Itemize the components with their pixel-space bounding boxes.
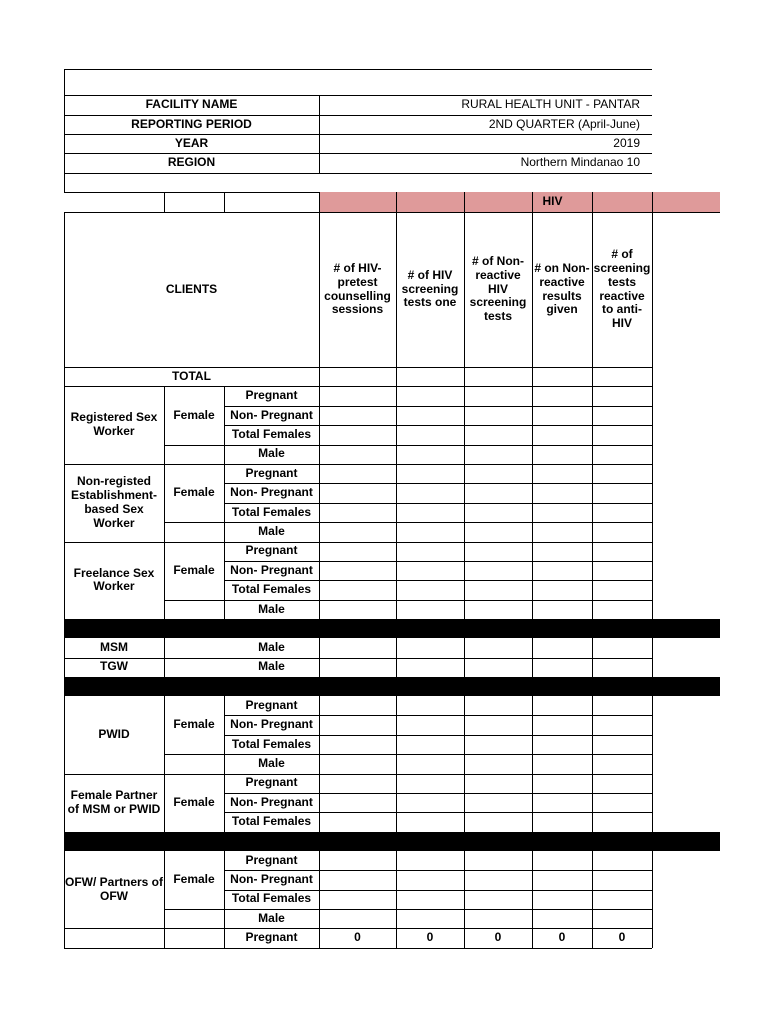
grid-line [164,754,224,755]
total-label: TOTAL [172,368,211,383]
grid-line [652,503,653,522]
grid-line [464,696,465,715]
grid-line [319,445,320,464]
male-label: Male [258,523,285,538]
grid-line [532,638,533,657]
sub-label: Non- Pregnant [230,794,313,809]
sub-label: Total Females [231,426,312,441]
grid-line [532,715,533,734]
sub-label: Pregnant [245,388,298,403]
group-name: Freelance Sex Worker [73,565,155,594]
grid-line [464,774,465,793]
sex-label: Female [173,871,215,886]
grid-line [652,483,653,502]
grid-line [592,812,593,831]
grid-line [592,754,593,773]
grid-line [164,464,165,542]
info-value: Northern Mindanao 10 [520,155,640,170]
separator-band [64,832,720,851]
grid-line [464,754,465,773]
grid-line [464,890,465,909]
grid-line [532,503,533,522]
grid-line [652,406,653,425]
grid-line [532,580,533,599]
grid-line [592,580,593,599]
grid-line [652,561,653,580]
grid-line [224,542,225,620]
grid-line [652,909,653,928]
grid-line [319,638,320,657]
grid-line [319,715,320,734]
grid-line [532,928,533,947]
column-header: # on Non-reactive results given [534,260,590,317]
grid-line [532,561,533,580]
grid-line [164,522,224,523]
grid-line [464,503,465,522]
grid-line [464,735,465,754]
grid-line [396,735,397,754]
male-label: Male [258,910,285,925]
grid-line [64,386,65,464]
grid-line [464,793,465,812]
grid-line [592,735,593,754]
grid-line [464,522,465,541]
grid-line [532,793,533,812]
grid-line [64,774,65,832]
grid-line [532,909,533,928]
group-name: Registered Sex Worker [70,410,158,439]
grid-line [224,851,225,929]
grid-line [319,754,320,773]
info-label: REGION [167,155,216,170]
sub-label: Non- Pregnant [230,407,313,422]
data-value: 0 [426,930,434,945]
grid-line [64,638,65,657]
grid-line [319,774,320,793]
sub-label: Pregnant [245,697,298,712]
grid-line [532,522,533,541]
grid-line [396,580,397,599]
grid-line [592,928,593,947]
grid-line [532,600,533,619]
grid-line [532,406,533,425]
grid-line [592,561,593,580]
grid-line [592,638,593,657]
grid-line [64,464,65,542]
grid-line [396,600,397,619]
sub-label: Total Females [231,582,312,597]
grid-line [652,445,653,464]
data-value: 0 [618,930,626,945]
sub-label: Total Females [231,891,312,906]
grid-line [319,890,320,909]
male-label: Male [258,446,285,461]
grid-line [532,696,533,715]
column-header: # of HIV-pretest counselling sessions [324,260,391,317]
grid-line [464,715,465,734]
grid-line [164,658,165,677]
grid-line [396,754,397,773]
grid-line [464,638,465,657]
grid-line [652,367,653,386]
grid-line [652,658,653,677]
grid-line [319,406,320,425]
grid-line [164,600,224,601]
grid-line [396,386,397,405]
grid-line [652,870,653,889]
grid-line [592,406,593,425]
grid-line [652,928,653,947]
grid-line [64,542,65,620]
group-name: TGW [100,659,128,674]
grid-line [592,793,593,812]
grid-line [319,483,320,502]
grid-line [592,367,593,386]
grid-line [532,445,533,464]
group-name: Non-registed Establishment-based Sex Worker [70,474,157,530]
grid-line [532,851,533,870]
grid-line [464,580,465,599]
grid-line [396,715,397,734]
sub-label: Non- Pregnant [230,485,313,500]
grid-line [652,425,653,444]
sex-label: Female [173,794,215,809]
grid-line [64,69,652,70]
grid-line [652,522,653,541]
grid-line [592,658,593,677]
grid-line [464,870,465,889]
grid-line [532,890,533,909]
grid-line [652,851,653,870]
data-value: 0 [558,930,566,945]
grid-line [319,425,320,444]
grid-line [532,367,533,386]
male-label: Male [258,755,285,770]
grid-line [319,735,320,754]
grid-line [164,696,165,774]
grid-line [396,503,397,522]
grid-line [532,812,533,831]
group-name: PWID [98,726,130,741]
grid-line [396,793,397,812]
grid-line [319,793,320,812]
grid-line [319,464,320,483]
grid-line [319,542,320,561]
grid-line [319,192,320,367]
grid-line [396,522,397,541]
grid-line [532,735,533,754]
grid-line [592,425,593,444]
grid-line [396,812,397,831]
grid-line [224,386,225,464]
grid-line [64,658,65,677]
grid-line [396,658,397,677]
grid-line [64,851,65,929]
grid-line [396,909,397,928]
sex-label: Female [173,562,215,577]
info-value: 2019 [613,135,640,150]
sex-label: Female [173,717,215,732]
grid-line [652,735,653,754]
grid-line [464,445,465,464]
sex-label: Female [173,485,215,500]
grid-line [319,928,320,947]
grid-line [592,464,593,483]
grid-line [532,192,533,367]
grid-line [652,638,653,657]
info-value: 2ND QUARTER (April-June) [488,116,640,131]
grid-line [396,561,397,580]
grid-line [652,812,653,831]
grid-line [652,192,653,367]
grid-line [464,425,465,444]
grid-line [592,542,593,561]
grid-line [464,542,465,561]
grid-line [652,542,653,561]
grid-line [319,600,320,619]
grid-line [164,909,224,910]
grid-line [319,870,320,889]
grid-line [224,696,225,774]
grid-line [652,754,653,773]
grid-line [652,793,653,812]
grid-line [464,658,465,677]
grid-line [592,192,593,367]
sex-label: Female [173,407,215,422]
info-value: RURAL HEALTH UNIT - PANTAR [461,97,640,112]
sub-label: Pregnant [245,465,298,480]
clients-header: CLIENTS [165,281,218,296]
column-header: # of Non-reactive HIV screening tests [469,254,527,324]
data-value: 0 [494,930,502,945]
data-value: 0 [354,930,361,945]
grid-line [319,503,320,522]
grid-line [652,696,653,715]
grid-line [464,812,465,831]
grid-line [464,367,465,386]
grid-line [592,503,593,522]
grid-line [164,851,165,929]
grid-line [592,715,593,734]
grid-line [532,483,533,502]
grid-line [396,483,397,502]
grid-line [592,522,593,541]
grid-line [64,367,65,386]
grid-line [164,445,224,446]
grid-line [592,483,593,502]
grid-line [592,870,593,889]
grid-line [464,851,465,870]
grid-line [319,367,320,386]
column-header: # of HIV screening tests one [401,267,459,310]
separator-band [64,619,720,638]
grid-line [319,909,320,928]
grid-line [532,658,533,677]
sub-label: Pregnant [245,852,298,867]
grid-line [396,464,397,483]
grid-line [652,580,653,599]
hiv-section-label: HIV [542,194,563,209]
grid-line [532,870,533,889]
grid-line [592,696,593,715]
grid-line [319,851,320,870]
grid-line [532,754,533,773]
grid-line [224,928,225,947]
column-header: # of screening tests reactive to anti-HIV [593,247,651,331]
grid-line [224,192,225,212]
grid-line [396,445,397,464]
grid-line [532,386,533,405]
grid-line [592,890,593,909]
sub-label: Pregnant [245,930,298,945]
sub-label: Non- Pregnant [230,562,313,577]
info-label: REPORTING PERIOD [131,116,252,131]
info-label: YEAR [174,135,209,150]
grid-line [396,192,397,367]
grid-line [164,192,165,212]
grid-line [592,445,593,464]
grid-line [319,561,320,580]
separator-band [64,677,720,696]
grid-line [64,948,652,949]
grid-line [464,386,465,405]
grid-line [396,890,397,909]
grid-line [224,774,225,832]
sub-label: Pregnant [245,775,298,790]
grid-line [464,561,465,580]
male-label: Male [258,659,285,674]
grid-line [464,909,465,928]
grid-line [164,386,165,464]
grid-line [319,386,320,405]
sub-label: Pregnant [245,543,298,558]
sub-label: Non- Pregnant [230,871,313,886]
grid-line [652,386,653,405]
grid-line [164,774,165,832]
grid-line [64,696,65,774]
grid-line [652,464,653,483]
grid-line [396,638,397,657]
sub-label: Total Females [231,504,312,519]
grid-line [396,774,397,793]
male-label: Male [258,639,285,654]
grid-line [396,851,397,870]
group-name: OFW/ Partners of OFW [65,874,164,903]
grid-line [224,464,225,542]
grid-line [464,483,465,502]
grid-line [319,696,320,715]
grid-line [396,367,397,386]
grid-line [319,522,320,541]
sub-label: Non- Pregnant [230,717,313,732]
male-label: Male [258,601,285,616]
grid-line [396,870,397,889]
grid-line [592,909,593,928]
grid-line [64,928,65,947]
grid-line [532,464,533,483]
group-name: Female Partner of MSM or PWID [67,787,161,816]
grid-line [464,600,465,619]
grid-line [464,192,465,367]
sub-label: Total Females [231,814,312,829]
grid-line [464,406,465,425]
grid-line [652,774,653,793]
info-label: FACILITY NAME [145,97,238,112]
grid-line [319,812,320,831]
grid-line [464,928,465,947]
grid-line [396,542,397,561]
grid-line [164,928,165,947]
grid-line [592,774,593,793]
grid-line [64,173,652,174]
grid-line [319,580,320,599]
grid-line [396,928,397,947]
grid-line [592,851,593,870]
grid-line [464,464,465,483]
grid-line [396,425,397,444]
grid-line [652,890,653,909]
grid-line [319,95,320,173]
grid-line [532,774,533,793]
grid-line [164,638,165,657]
grid-line [532,425,533,444]
grid-line [396,696,397,715]
grid-line [396,406,397,425]
grid-line [64,212,65,367]
grid-line [592,386,593,405]
grid-line [652,715,653,734]
grid-line [652,600,653,619]
group-name: MSM [100,639,128,654]
grid-line [592,600,593,619]
sub-label: Total Females [231,736,312,751]
grid-line [532,542,533,561]
grid-line [319,658,320,677]
grid-line [164,542,165,620]
